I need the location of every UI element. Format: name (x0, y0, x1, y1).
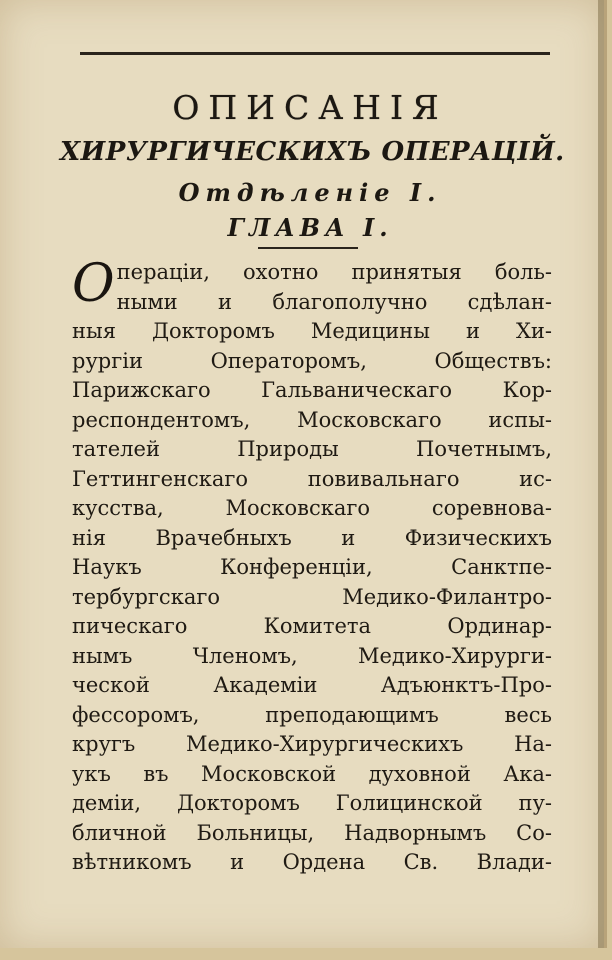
top-rule (80, 52, 550, 55)
drop-cap: О (72, 254, 115, 314)
text-line: кругъ Медико-Хирургическихъ На- (72, 732, 552, 756)
text-line: ныя Докторомъ Медицины и Хи- (72, 319, 552, 343)
heading-subtitle: ХИРУРГИЧЕСКИХЪ ОПЕРАЦІЙ. (60, 137, 565, 167)
text-line: фессоромъ, преподающимъ весь (72, 702, 552, 727)
text-line: ными и благополучно сдѣлан- (116, 289, 552, 314)
body-text (72, 254, 552, 878)
text-line: респондентомъ, Московскаго испы- (72, 407, 552, 432)
section-heading: Отдѣленіе I. (178, 178, 442, 207)
text-line: тербургскаго Медико-Филантро- (72, 584, 552, 609)
text-line: вѣтникомъ и Ордена Св. Влади- (72, 850, 552, 874)
chapter-rule (258, 247, 358, 249)
text-line: пическаго Комитета Ординар- (72, 614, 552, 638)
text-line: Парижскаго Гальваническаго Кор- (72, 378, 552, 402)
text-line: бличной Больницы, Надворнымъ Со- (72, 820, 552, 845)
text-line: нiя Врачебныхъ и Физическихъ (72, 525, 552, 550)
text-line: ческой Академiи Адъюнктъ-Про- (72, 673, 552, 697)
chapter-heading: ГЛАВА I. (227, 213, 393, 242)
text-line: укъ въ Московской духовной Ака- (72, 761, 552, 786)
text-line: демiи, Докторомъ Голицинской пу- (72, 791, 552, 815)
text-line: Наукъ Конференцiи, Санктпе- (72, 555, 552, 579)
text-line: кусства, Московскаго соревнова- (72, 496, 552, 520)
text-line: нымъ Членомъ, Медико-Хирурги- (72, 643, 552, 668)
heading-title: ОПИСАНІЯ (172, 88, 448, 127)
text-line: тателей Природы Почетнымъ, (72, 437, 552, 461)
text-line: рургiи Операторомъ, Обществъ: (72, 348, 552, 373)
text-line: Геттингенскаго повивальнаго ис- (72, 466, 552, 491)
text-line: перацiи, охотно принятыя боль- (116, 260, 552, 284)
